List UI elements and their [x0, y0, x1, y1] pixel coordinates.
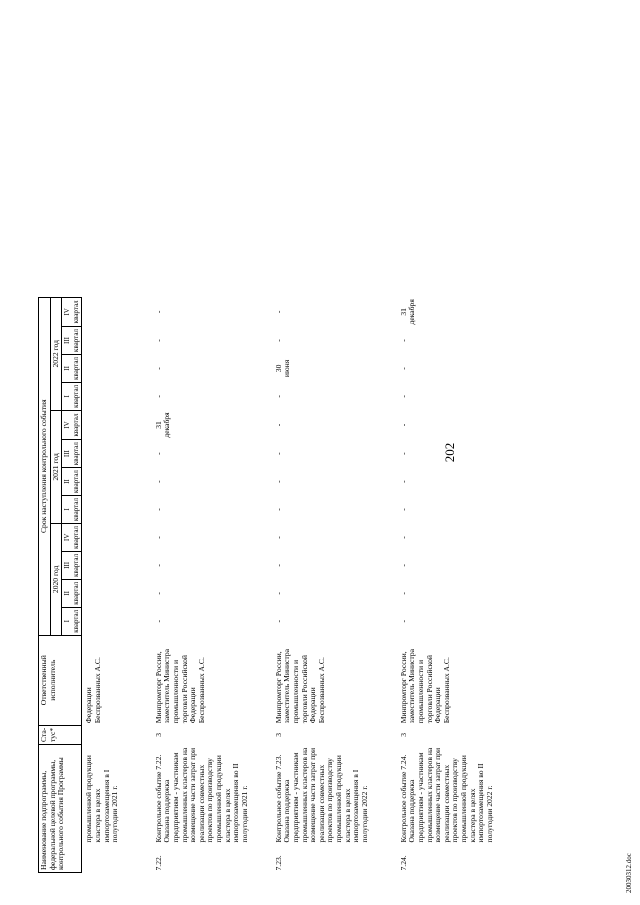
- deadline-cell: -: [398, 619, 408, 623]
- quarter-header: [62, 440, 82, 468]
- quarter-word: квартал: [71, 356, 80, 380]
- table-row: [272, 297, 397, 872]
- quarter-roman: I: [63, 395, 72, 398]
- row-number: 7.22.: [153, 855, 163, 871]
- quarter-header: [62, 410, 82, 439]
- deadline-cell: [82, 410, 152, 439]
- deadline-cell: -: [398, 564, 408, 567]
- deadline-cell: -: [398, 592, 408, 595]
- responsible-executor: Минпромторг России, заместитель Министра промышленности и торговли Российской Федерации Беспрозванных А.С.: [398, 648, 451, 724]
- deadline-cell: -: [398, 452, 408, 455]
- row-number: 7.24.: [398, 855, 408, 871]
- quarter-roman: II: [63, 366, 72, 371]
- table-row: [152, 297, 272, 872]
- quarter-header: [62, 523, 82, 551]
- quarter-word: квартал: [71, 300, 80, 324]
- deadline-cell: 31 декабря: [398, 299, 417, 325]
- deadline-cell: [82, 523, 152, 551]
- responsible-executor: Федерации Беспрозванных А.С.: [84, 657, 102, 724]
- quarter-header: [62, 496, 82, 524]
- quarter-word: квартал: [71, 413, 80, 437]
- year-2021-header: 2021 год: [50, 410, 62, 523]
- quarter-header: [62, 607, 82, 635]
- quarter-header: [62, 297, 82, 326]
- deadline-cell: -: [153, 508, 163, 511]
- quarter-word: квартал: [71, 470, 80, 494]
- deadline-cell: -: [153, 480, 163, 483]
- footer-filename: 20030312.doc: [625, 853, 633, 893]
- quarter-word: квартал: [71, 581, 80, 605]
- deadline-cell: -: [153, 592, 163, 595]
- page-number: 202: [442, 442, 457, 463]
- row-status: 3: [153, 732, 163, 737]
- quarter-word: квартал: [71, 498, 80, 521]
- year-2022-header: 2022 год: [50, 297, 62, 410]
- deadline-cell: -: [398, 480, 408, 483]
- table-row: [82, 297, 152, 872]
- quarter-header: [62, 382, 82, 410]
- deadline-cell: -: [273, 536, 283, 539]
- deadline-cell: 31 декабря: [153, 412, 172, 438]
- deadline-cell: -: [153, 395, 163, 398]
- quarter-word: квартал: [71, 525, 80, 549]
- quarter-header: [62, 468, 82, 496]
- deadline-cell: [82, 297, 152, 326]
- deadline-cell: -: [398, 423, 408, 427]
- event-name: Контрольное событие 7.23. Оказана поддержка предприятиям - участникам промышленных кластеров на возмещение части затрат при реализации совместных проектов по производству промышленной продукции кластера в целях импортозамещения в I полугодии 2022 г.: [273, 747, 369, 843]
- quarter-roman: II: [63, 590, 72, 596]
- deadline-cell: -: [273, 310, 283, 314]
- responsible-executor: Минпромторг России, заместитель Министра промышленности и торговли Российской Федерации Беспрозванных А.С.: [153, 648, 206, 724]
- quarter-roman: I: [63, 508, 72, 511]
- quarter-header: [62, 354, 82, 382]
- deadline-cell: [82, 607, 152, 635]
- quarter-word: квартал: [71, 609, 80, 633]
- deadline-cell: [82, 354, 152, 382]
- quarter-header: [62, 579, 82, 607]
- responsible-column-header: Ответственный исполнитель: [39, 635, 82, 725]
- quarter-roman: IV: [63, 308, 72, 316]
- deadline-cell: -: [273, 480, 283, 483]
- name-column-header: Наименование подпрограммы, федеральной целевой программы, контрольного события Программы: [39, 745, 82, 873]
- quarter-roman: III: [63, 450, 72, 458]
- deadline-cell: -: [273, 592, 283, 595]
- quarter-roman: II: [63, 479, 72, 484]
- deadline-cell: [82, 440, 152, 468]
- quarter-header: [62, 327, 82, 355]
- row-number: 7.23.: [273, 855, 283, 871]
- deadline-cell: -: [153, 452, 163, 455]
- deadline-cell: -: [273, 564, 283, 567]
- deadline-cell: [82, 551, 152, 579]
- deadline-cell: [82, 468, 152, 496]
- row-number: [82, 845, 152, 873]
- quarter-roman: III: [63, 561, 72, 569]
- row-status: [82, 725, 152, 744]
- quarter-word: квартал: [71, 553, 80, 577]
- deadline-cell: -: [153, 339, 163, 342]
- deadline-cell: [82, 327, 152, 355]
- deadline-group-header: Срок наступления контрольного события: [39, 297, 51, 635]
- table-row: [397, 297, 537, 872]
- status-column-header: Ста-тус*: [39, 725, 82, 744]
- row-status: 3: [273, 732, 283, 737]
- deadline-cell: -: [398, 508, 408, 511]
- deadline-cell: -: [398, 367, 408, 370]
- deadline-cell: -: [273, 619, 283, 623]
- deadline-cell: -: [273, 452, 283, 455]
- quarter-word: квартал: [71, 384, 80, 408]
- deadline-cell: [82, 382, 152, 410]
- quarter-roman: IV: [63, 421, 72, 429]
- quarter-roman: III: [63, 336, 72, 344]
- deadline-cell: -: [153, 536, 163, 539]
- deadline-cell: [82, 579, 152, 607]
- quarter-word: квартал: [71, 329, 80, 352]
- quarter-roman: I: [63, 620, 72, 623]
- deadline-cell: -: [398, 536, 408, 539]
- deadline-cell: -: [398, 339, 408, 342]
- deadline-cell: -: [398, 395, 408, 398]
- row-status: 3: [398, 732, 408, 737]
- quarter-roman: IV: [63, 533, 72, 542]
- quarter-header: [62, 551, 82, 579]
- event-name: промышленной продукции кластера в целях импортозамещения в I полугодии 2021 г.: [84, 755, 120, 843]
- schedule-table: [38, 297, 537, 873]
- year-2020-header: 2020 год: [50, 523, 62, 635]
- event-name: Контрольное событие 7.22. Оказана поддержка предприятиям - участникам промышленных кластеров на возмещение части затрат при реализации совместных проектов по производству промышленной продукции кластера в целях импортозамещения во II полугодии 2021 г.: [153, 747, 249, 843]
- deadline-cell: -: [153, 367, 163, 370]
- quarter-word: квартал: [71, 442, 80, 466]
- deadline-cell: -: [273, 339, 283, 342]
- event-name: Контрольное событие 7.24. Оказана поддержка предприятиям - участникам промышленных кластеров на возмещение части затрат при реализации совместных проектов по производству промышленной продукции кластера в целях импортозамещения во II полугодии 2022 г.: [398, 747, 494, 843]
- deadline-cell: -: [273, 423, 283, 427]
- deadline-cell: -: [153, 619, 163, 623]
- deadline-cell: -: [273, 508, 283, 511]
- deadline-cell: 30 июня: [273, 359, 292, 378]
- deadline-cell: [82, 496, 152, 524]
- deadline-cell: -: [273, 395, 283, 398]
- deadline-cell: -: [153, 310, 163, 314]
- deadline-cell: -: [153, 564, 163, 567]
- responsible-executor: Минпромторг России, заместитель Министра промышленности и торговли Российской Федерации Беспрозванных А.С.: [273, 648, 326, 724]
